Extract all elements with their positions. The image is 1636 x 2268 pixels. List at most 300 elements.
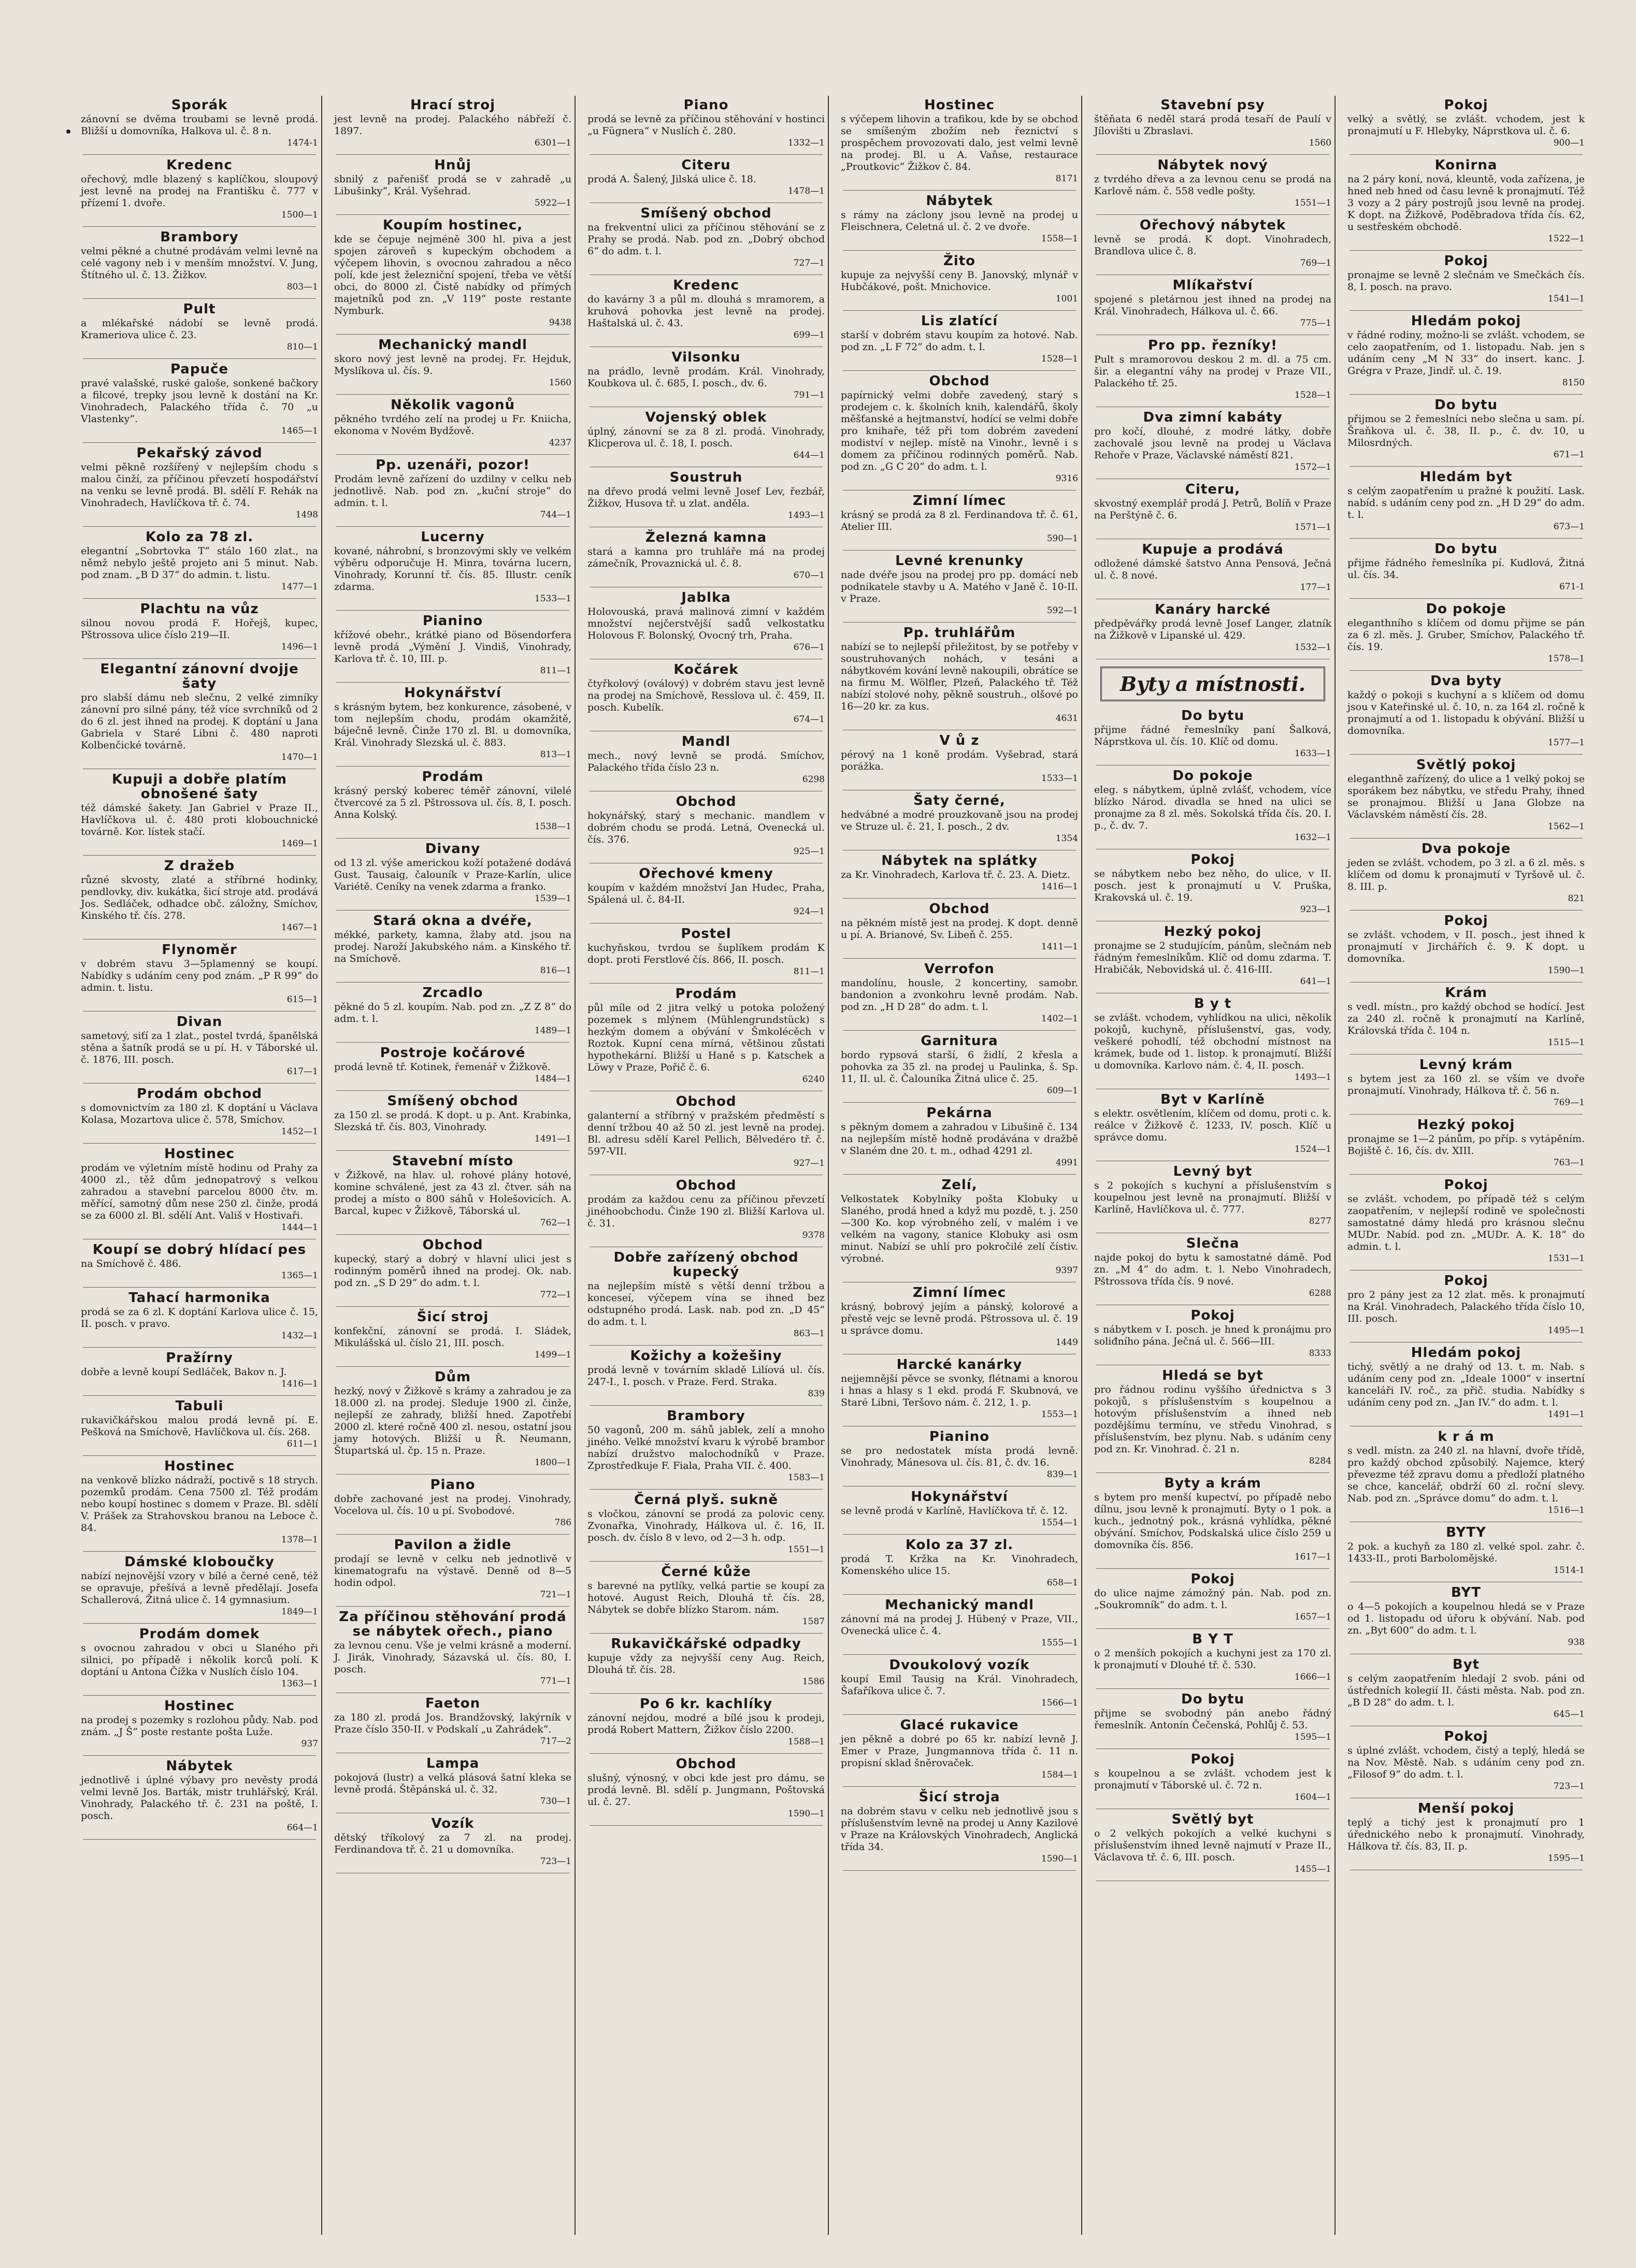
ad-heading: Smíšený obchod xyxy=(640,206,772,221)
ad-reference-number: 1588—1 xyxy=(787,1737,825,1747)
ad-reference-number: 658—1 xyxy=(1046,1578,1078,1588)
ad-text: koupí Emil Tausig na Král. Vinohradech, Šafaříkova ulice č. 7. xyxy=(841,1673,1078,1697)
ad-heading: Rukavičkářské odpadky xyxy=(611,1636,801,1652)
ad-heading: Hledám byt xyxy=(1419,469,1513,485)
ad-heading: Faeton xyxy=(425,1696,481,1711)
ad-heading: Kočárek xyxy=(673,662,739,677)
ad-divider xyxy=(843,250,1076,251)
ad-divider xyxy=(1096,1568,1329,1569)
ad-heading: Postel xyxy=(681,926,731,942)
ad-reference-number: 839—1 xyxy=(1046,1469,1078,1480)
ad-heading: V ů z xyxy=(939,733,980,748)
ad-heading: Stará okna a dvéře, xyxy=(373,913,533,929)
ad-heading: Zrcadlo xyxy=(422,985,483,1001)
ad-text: starší v dobrém stavu koupím za hotové. Nab. pod zn. „L F 72“ do adm. t. l. xyxy=(841,329,1078,353)
ad-divider xyxy=(336,766,569,767)
ad-heading: Kupuje a prodává xyxy=(1142,542,1284,557)
classified-ad xyxy=(587,1637,825,1688)
ad-heading: Postroje kočárové xyxy=(380,1045,526,1061)
ad-divider xyxy=(336,682,569,683)
ad-text: ořechový, mdle blazený s kaplíčkou, sloupový jest levně na prodej na Františku č. 777 v přízemí 1. dvoře. xyxy=(81,174,318,209)
ad-divider xyxy=(336,454,569,455)
ad-divider xyxy=(843,370,1076,371)
ad-reference-number: 1524—1 xyxy=(1294,1144,1331,1154)
ad-divider xyxy=(336,1042,569,1043)
ad-heading: Pokoj xyxy=(1444,913,1488,929)
ad-heading: Pp. uzenáři, pozor! xyxy=(376,457,530,473)
classified-ad xyxy=(587,927,825,978)
classified-ad xyxy=(81,446,318,521)
ad-column-2 xyxy=(331,96,576,2235)
ad-heading: Dva zimní kabáty xyxy=(1143,410,1283,425)
ad-reference-number: 1516—1 xyxy=(1547,1505,1585,1515)
classified-ad xyxy=(1094,338,1331,401)
ad-heading: Stavební psy xyxy=(1160,97,1265,113)
classified-ad xyxy=(587,206,825,269)
classified-ad xyxy=(587,1697,825,1748)
ad-divider xyxy=(590,983,823,984)
classified-ad xyxy=(81,530,318,593)
ad-heading: Hrací stroj xyxy=(410,97,495,113)
ad-divider xyxy=(83,1347,316,1348)
ad-text: velmi pěkně rozšířený v nejlepším chodu s malou činží, za příčinou převzetí hospodářství na venku se levně prodá. Bl. sdělí F. Rehák na Vinohradech, Havlíčkova tř. č. 74. xyxy=(81,461,318,509)
ad-heading: Pp. truhlářům xyxy=(903,625,1016,641)
ad-column-6 xyxy=(1344,96,1588,2235)
ad-reference-number: 1532—1 xyxy=(1294,642,1331,653)
ad-reference-number: 4237 xyxy=(549,438,571,448)
classified-ad xyxy=(81,943,318,1006)
classified-ad xyxy=(81,1459,318,1546)
ad-text: se pro nedostatek místa prodá levně. Vinohrady, Mánesova ul. čís. 81, č. dv. 16. xyxy=(841,1445,1078,1468)
ad-reference-number: 1533—1 xyxy=(1041,773,1078,784)
ad-reference-number: 927—1 xyxy=(793,1158,825,1168)
ad-reference-number: 810—1 xyxy=(286,342,318,352)
ad-text: křížové obehr., krátké piano od Bösendorfera levně prodá „Výmění J. Vindiš, Vinohrady, Karlova tř. č. 10, III. p. xyxy=(334,629,571,664)
ad-text: též dámské šakety. Jan Gabriel v Praze II., Havlíčkova ul. č. 480 proti klobouchnické továrně. Kor. lístek stačí. xyxy=(81,802,318,837)
classified-ad xyxy=(841,1790,1078,1865)
ad-heading: Dámské kloboučky xyxy=(124,1554,275,1570)
ad-divider xyxy=(336,394,569,395)
ad-reference-number: 1562—1 xyxy=(1547,821,1585,832)
classified-ad xyxy=(1094,1692,1331,1743)
classified-ad xyxy=(1094,278,1331,329)
ad-text: pronajme se 2 studujícím, pánům, slečnám neb řádným řemeslníkům. Klíč od domu zdarma. T. Hrabičák, Nebovidská ul. č. 416-III. xyxy=(1094,940,1331,975)
ad-heading: Obchod xyxy=(676,1756,737,1772)
ad-divider xyxy=(590,154,823,155)
classified-ad xyxy=(334,1756,571,1808)
ad-reference-number: 1551—1 xyxy=(1294,198,1331,208)
ad-reference-number: 727—1 xyxy=(793,258,825,268)
classified-ad xyxy=(1094,1164,1331,1227)
classified-ad xyxy=(1094,1632,1331,1683)
ad-divider xyxy=(1350,394,1583,395)
classified-ad xyxy=(334,98,571,149)
ad-divider xyxy=(843,898,1076,899)
ad-reference-number: 1577—1 xyxy=(1547,738,1585,748)
ad-divider xyxy=(83,1143,316,1144)
ad-reference-number: 4631 xyxy=(1055,713,1078,724)
ad-text: prodá se za 6 zl. K doptání Karlova ulice č. 15, II. posch. v pravo. xyxy=(81,1306,318,1330)
ad-text: za 180 zl. prodá Jos. Brandžovský, lakýrník v Praze číslo 350-II. v Podskalí „u Zahrádek“. xyxy=(334,1712,571,1735)
ad-reference-number: 1538—1 xyxy=(534,821,571,832)
classified-ad xyxy=(334,1816,571,1868)
ad-heading: Po 6 kr. kachlíky xyxy=(639,1696,773,1712)
classified-ad xyxy=(1094,996,1331,1084)
ad-reference-number: 699—1 xyxy=(793,330,825,340)
ad-text: s rámy na záclony jsou levně na prodej u Fleischnera, Celetná ul. č. 2 ve dvoře. xyxy=(841,209,1078,233)
ad-reference-number: 1515—1 xyxy=(1547,1037,1585,1048)
ad-text: nade dvéře jsou na prodej pro pp. domácí neb podnikatele stavby u A. Matého v Janě č. 10-II. v Praze. xyxy=(841,569,1078,604)
ad-text: velký a světlý, se zvlášt. vchodem, jest k pronajmutí u F. Hlebyky, Náprstkova ul. č. 6. xyxy=(1347,113,1585,137)
classified-ad xyxy=(1347,602,1585,665)
ad-heading: Byt xyxy=(1452,1657,1480,1672)
ad-text: skvostný exemplář prodá J. Petrů, Bolíň v Praze na Perštýně č. 6. xyxy=(1094,498,1331,521)
ad-divider xyxy=(83,1083,316,1084)
ad-divider xyxy=(1096,1628,1329,1629)
ad-text: s domovnictvím za 180 zl. K doptání u Václava Kolasa, Mozartova ulice č. 578, Smíchov. xyxy=(81,1102,318,1125)
ad-heading: Hokynářství xyxy=(911,1489,1008,1505)
ad-text: na prodej s pozemky s rozlohou půdy. Nab. pod znám. „J Š“ poste restante pošta Luže. xyxy=(81,1714,318,1738)
classified-ad xyxy=(81,1351,318,1390)
classified-ad xyxy=(334,686,571,761)
ad-reference-number: 1363—1 xyxy=(281,1679,318,1689)
classified-ad xyxy=(587,1250,825,1340)
ad-reference-number: 1590—1 xyxy=(787,1809,825,1819)
ad-text: pérový na 1 koně prodám. Vyšebrad, stará porážka. xyxy=(841,749,1078,772)
classified-ad xyxy=(81,1015,318,1078)
ad-divider xyxy=(590,1489,823,1490)
ad-divider xyxy=(843,1102,1076,1103)
ad-heading: Lampa xyxy=(426,1756,480,1771)
ad-text: pěkného tvrdého zelí na prodej u Fr. Kniicha, ekonoma v Novém Bydžově. xyxy=(334,413,571,437)
classified-ad xyxy=(334,614,571,677)
ad-reference-number: 937 xyxy=(301,1739,318,1749)
ad-heading: Hledám pokoj xyxy=(1411,1345,1522,1361)
ad-reference-number: 6240 xyxy=(802,1074,825,1085)
ad-heading: Světlý byt xyxy=(1171,1812,1254,1827)
ad-heading: Tabuli xyxy=(175,1398,224,1414)
ad-heading: Papuče xyxy=(170,362,229,377)
classified-ad xyxy=(841,314,1078,365)
ad-text: slušný, výnosný, v obci kde jest pro dámu, se prodá levně. Bl. sdělí p. Jungmann, Poštovská ul. č. 27. xyxy=(587,1772,825,1808)
ad-divider xyxy=(336,1234,569,1235)
ad-text: elegantní „Sobrtovka T“ stálo 160 zlat., na němž nebylo ještě projeto ani 5 minut. Nab. pod znam. „B D 37“ do admin. t. listu. xyxy=(81,545,318,581)
ad-heading: Pekařský závod xyxy=(136,445,263,461)
ad-column-5 xyxy=(1091,96,1336,2235)
ad-text: skoro nový jest levně na prodej. Fr. Hejduk, Myslíkova ul. čís. 9. xyxy=(334,353,571,377)
ad-reference-number: 1604—1 xyxy=(1294,1792,1331,1802)
ad-divider xyxy=(1350,310,1583,311)
classified-ad xyxy=(841,494,1078,545)
ad-reference-number: 723—1 xyxy=(540,1856,571,1867)
ad-reference-number: 1528—1 xyxy=(1041,354,1078,364)
ad-divider xyxy=(1350,670,1583,671)
ad-divider xyxy=(83,598,316,599)
ad-text: se levně prodá v Karlíně, Havlíčkova tř. č. 12. xyxy=(841,1505,1068,1516)
ad-divider xyxy=(336,910,569,911)
ad-reference-number: 1474-1 xyxy=(287,138,318,148)
ad-divider xyxy=(1350,538,1583,539)
classified-ad xyxy=(334,338,571,389)
ad-divider xyxy=(1350,754,1583,755)
ad-reference-number: 8284 xyxy=(1309,1456,1331,1466)
classified-ad xyxy=(1094,1092,1331,1155)
classified-ad xyxy=(334,1238,571,1301)
ad-heading: Vojenský oblek xyxy=(645,410,767,425)
ad-reference-number: 813—1 xyxy=(540,749,571,760)
ad-divider xyxy=(336,982,569,983)
ad-reference-number: 1541—1 xyxy=(1547,294,1585,304)
ad-heading: Levné krenunky xyxy=(895,553,1024,569)
classified-ad xyxy=(587,1349,825,1400)
ad-text: předpěvářky prodá levně Josef Langer, zlatník na Žižkově v Lipanské ul. 429. xyxy=(1094,618,1331,641)
ad-text: štěňata 6 neděl stará prodá tesaří de Paulí v Jílovišti u Zbraslavi. xyxy=(1094,113,1331,137)
ad-divider xyxy=(83,442,316,443)
ad-text: s celým zaopatřením hledají 2 svob. páni od ústředních kolegií II. části města. Nab. pod zn. „B D 28“ do adm. t. l. xyxy=(1347,1673,1585,1708)
ad-reference-number: 8150 xyxy=(1562,378,1585,388)
classified-ad xyxy=(334,158,571,209)
ad-heading: Hledám pokoj xyxy=(1411,313,1522,329)
ad-text: pěkné do 5 zl. koupím. Nab. pod zn. „Z Z 8“ do adm. t. l. xyxy=(334,1001,571,1024)
ad-divider xyxy=(1350,838,1583,839)
classified-ad xyxy=(81,602,318,653)
ad-reference-number: 816—1 xyxy=(540,965,571,976)
classified-ad xyxy=(334,986,571,1037)
ad-text: s výčepem lihovin a trafikou, kde by se obchod se smíšeným zbožím neb řeznictví s prospěchem provozovati dalo, jest velmi levně na prodej. Bl. u A. Vaňse, restaurace „Proutkovic“ Žižkov č. 84. xyxy=(841,113,1078,172)
ad-divider xyxy=(843,1654,1076,1655)
ad-reference-number: 769—1 xyxy=(1300,258,1331,268)
classified-ad xyxy=(1347,254,1585,305)
ad-heading: Prodám xyxy=(422,769,484,785)
ad-divider xyxy=(336,334,569,335)
classified-ad xyxy=(81,859,318,934)
ad-divider xyxy=(843,1030,1076,1031)
ad-heading: Sporák xyxy=(171,97,228,113)
ad-heading: Do pokoje xyxy=(1426,601,1506,617)
ad-heading: Železná kamna xyxy=(645,530,767,545)
ad-heading: Brambory xyxy=(667,1408,745,1424)
ad-reference-number: 1449 xyxy=(1055,1337,1078,1348)
ad-divider xyxy=(83,1395,316,1396)
ad-divider xyxy=(590,1405,823,1406)
classified-ad xyxy=(81,772,318,850)
ad-reference-number: 1553—1 xyxy=(1041,1409,1078,1420)
ad-heading: BYT xyxy=(1451,1585,1481,1600)
ad-divider xyxy=(336,154,569,155)
ad-reference-number: 762—1 xyxy=(540,1218,571,1228)
classified-ad xyxy=(1347,314,1585,389)
ad-reference-number: 4991 xyxy=(1055,1158,1078,1168)
ad-divider xyxy=(83,1287,316,1288)
ad-text: velmi pěkné a chutné prodávám velmi levně na celé vagony neb i v menším množství. V. Jung, Štítného ul. č. 13. Žižkov. xyxy=(81,245,318,281)
ad-divider xyxy=(336,1366,569,1367)
ad-text: na 2 páry koní, nová, kleuntě, voda zařízena, je hned neb hned od času levně k pronajmutí. Též 3 vozy a 2 páry postrojů jsou levně na prodej. K dopt. na Žižkově, Poděbradova třída čís. 62, u sestřeském obchodě. xyxy=(1347,174,1585,233)
ad-text: v dobrém stavu 3—5plamenný se koupí. Nabídky s udáním ceny pod znám. „P R 99“ do admin. t. listu. xyxy=(81,958,318,993)
ad-reference-number: 1554—1 xyxy=(1041,1518,1078,1528)
classified-ad xyxy=(334,1478,571,1529)
ad-reference-number: 1539—1 xyxy=(534,893,571,904)
ad-reference-number: 1595—1 xyxy=(1294,1732,1331,1742)
ad-divider xyxy=(843,1174,1076,1175)
ad-reference-number: 938 xyxy=(1568,1637,1585,1648)
ad-text: hokynářský, starý s mechanic. mandlem v dobrém chodu se prodá. Letná, Ovenecká ul. čís. 376. xyxy=(587,810,825,845)
ad-heading: Brambory xyxy=(160,229,239,245)
ad-text: Holovouská, pravá malinová zimní v každém množství nejčerstvější sadů velkostatku Holovous F. Bolonský, Ovocný trh, Praha. xyxy=(587,606,825,641)
ad-reference-number: 1522—1 xyxy=(1547,234,1585,244)
ad-heading: Šicí stroj xyxy=(417,1309,489,1325)
ad-reference-number: 1484—1 xyxy=(534,1074,571,1084)
ad-heading: Obchod xyxy=(929,901,990,917)
ad-divider xyxy=(336,214,569,215)
ad-text: bordo rypsová starší, 6 židlí, 2 křesla a pohovka za 35 zl. na prodej u Paulinka, š. Sp. 11, II. ul. č. Čalouníka Žitná ulice č. 25. xyxy=(841,1049,1078,1085)
ad-text: s krásným bytem, bez konkurence, zásobené, v tom nejlepším chodu, prodám okamžitě, báječně levně. Činže 170 zl. Bl. u domovníka, Král. Vinohrady Slezská ul. č. 883. xyxy=(334,701,571,748)
classified-ad xyxy=(587,794,825,858)
ad-reference-number: 1587 xyxy=(802,1616,825,1627)
ad-text: prodá T. Kržka na Kr. Vinohradech, Komenského ulice 15. xyxy=(841,1553,1078,1577)
ad-reference-number: 1558—1 xyxy=(1041,234,1078,244)
ad-heading: Piano xyxy=(683,97,729,113)
ad-heading: Dva pokoje xyxy=(1421,841,1511,857)
ad-text: pro řádnou rodinu vyššího úřednictva s 3 pokojů, s příslušenstvím s koupelnou a hotovým příslušenstvím a ihned neb pozdějšímu termínu, ve středu Vinohrad, s příslušenstvím, bez plynu. Nab. s udáním ceny pod zn. Kr. Vinohrad. č. 21 n. xyxy=(1094,1384,1331,1455)
ad-heading: Nábytek xyxy=(166,1758,233,1774)
classified-ad xyxy=(1094,1752,1331,1803)
ad-reference-number: 1657—1 xyxy=(1294,1612,1331,1622)
ad-text: na dřevo prodá velmi levně Josef Lev, řezbář, Žižkov, Husova tř. u zlat. anděla. xyxy=(587,486,825,509)
classified-ad xyxy=(1094,602,1331,654)
ad-heading: Nábytek nový xyxy=(1157,157,1268,173)
ad-divider xyxy=(336,1090,569,1091)
ad-reference-number: 1332—1 xyxy=(787,138,825,148)
classified-ad xyxy=(334,530,571,605)
classified-ad xyxy=(841,793,1078,845)
ad-heading: Harcké kanárky xyxy=(896,1357,1023,1373)
ad-divider xyxy=(590,1561,823,1562)
ad-reference-number: 641—1 xyxy=(1300,976,1331,987)
classified-ad xyxy=(1094,709,1331,760)
ad-heading: Vilsonku xyxy=(671,350,741,365)
classified-ad xyxy=(1347,398,1585,461)
ad-text: každý o pokoji s kuchyní a s klíčem od domu jsou v Kateřinské ul. č. 10, n. za 164 zl. ročně k pronajmutí a od 1. listopadu k obývání. Bližší u domovníka. xyxy=(1347,689,1585,736)
ad-text: s celým zaopatřením u pražné k použití. Lask. nabíd. s udáním ceny pod zn. „H D 29“ do adm. t. l. xyxy=(1347,485,1585,521)
classified-ad xyxy=(1094,769,1331,844)
ad-reference-number: 1571—1 xyxy=(1294,522,1331,532)
ad-divider xyxy=(590,346,823,347)
ad-text: Pult s mramorovou deskou 2 m. dl. a 75 cm. šir. a elegantní váhy na prodej v Praze VII., Palackého tř. 25. xyxy=(1094,354,1331,389)
classified-ad xyxy=(81,1087,318,1138)
classified-ad xyxy=(587,350,825,401)
ad-text: o 4—5 pokojích a koupelnou hledá se v Praze od 1. listopadu od úřoru k obývání. Nab. pod zn. „Byt 600“ do adm. t. l. xyxy=(1347,1601,1585,1636)
ad-text: mech., nový levně se prodá. Smíchov, Palackého třída číslo 23 n. xyxy=(587,750,825,773)
classified-ad xyxy=(841,1034,1078,1097)
ad-heading: Mlíkařství xyxy=(1172,278,1253,293)
ad-text: s vedl. místn., pro každý obchod se hodící. Jest za 240 zl. ročně k pronajmutí na Karlíně, Královská třída č. 104 n. xyxy=(1347,1001,1585,1036)
classified-ad xyxy=(1347,1346,1585,1421)
ad-heading: Nábytek na splátky xyxy=(881,853,1038,869)
ad-text: nabízí nejnovější vzory v bílé a černé ceně, též se opravuje, přešívá a levně předělají. Josefa Schallerová, Žitná ulice č. 14 gymnasium. xyxy=(81,1570,318,1606)
ad-reference-number: 1632—1 xyxy=(1294,832,1331,843)
ad-reference-number: 811—1 xyxy=(540,666,571,676)
ad-heading: Menší pokoj xyxy=(1417,1801,1515,1816)
ad-heading: Dům xyxy=(434,1369,471,1385)
classified-ad xyxy=(81,230,318,293)
ad-heading: Pekárna xyxy=(926,1105,993,1121)
ad-heading: Prodám obchod xyxy=(137,1086,262,1102)
ad-heading: Pokoj xyxy=(1444,1729,1488,1744)
ad-text: čtyřkolový (oválový) v dobrém stavu jest levně na prodej na Smíchově, Resslova ul. č. 459, II. posch. Kubelík. xyxy=(587,678,825,713)
ad-divider xyxy=(1096,1688,1329,1689)
classified-ad xyxy=(587,1409,825,1484)
classified-ad xyxy=(841,1658,1078,1709)
ad-divider xyxy=(843,958,1076,959)
ad-reference-number: 775—1 xyxy=(1300,318,1331,328)
classified-ads-grid xyxy=(78,96,1598,2235)
ad-text: za 150 zl. se prodá. K dopt. u p. Ant. Krabinka, Slezská tř. čís. 803, Vinohrady. xyxy=(334,1109,571,1133)
ad-reference-number: 9378 xyxy=(802,1230,825,1240)
classified-ad xyxy=(1347,1274,1585,1337)
ad-reference-number: 671-1 xyxy=(1559,582,1585,592)
classified-ad xyxy=(1094,1572,1331,1623)
ad-divider xyxy=(1350,1174,1583,1175)
classified-ad xyxy=(587,278,825,341)
classified-ad xyxy=(841,1178,1078,1277)
classified-ad xyxy=(1347,1585,1585,1649)
ad-heading: Do bytu xyxy=(1181,708,1244,724)
classified-ad xyxy=(1347,986,1585,1049)
ad-reference-number: 1432—1 xyxy=(281,1331,318,1341)
classified-ad xyxy=(841,1718,1078,1781)
ad-reference-number: 1595—1 xyxy=(1547,1853,1585,1863)
ad-divider xyxy=(1350,910,1583,911)
ad-divider xyxy=(1096,154,1329,155)
ad-text: se zvlášt. vchodem, po případě též s celým zaopatřením, v nejlepší rodině ve společnosti samostatné dámy hledá pro krásnou slečnu MUDr. Nabíd. pod zn. „MUDr. A. K. 18“ do admin. t. l. xyxy=(1347,1193,1585,1252)
classified-ad xyxy=(334,1538,571,1601)
classified-ad xyxy=(81,662,318,763)
classified-ad xyxy=(841,1598,1078,1649)
ad-divider xyxy=(83,1011,316,1012)
classified-ad xyxy=(587,530,825,582)
classified-ad xyxy=(1094,853,1331,916)
ad-reference-number: 1469—1 xyxy=(281,839,318,849)
ad-reference-number: 5922—1 xyxy=(534,198,571,208)
ad-heading: Hostinec xyxy=(164,1146,235,1162)
ad-column-4 xyxy=(838,96,1082,2235)
classified-ad xyxy=(334,914,571,977)
ad-heading: Levný krám xyxy=(1419,1057,1513,1073)
ad-reference-number: 1566—1 xyxy=(1041,1698,1078,1708)
ad-reference-number: 1666—1 xyxy=(1294,1672,1331,1682)
ad-text: dobře zachované jest na prodej. Vinohrady, Vocelova ul. čís. 10 u pí. Svobodové. xyxy=(334,1493,571,1516)
ad-heading: Lucerny xyxy=(421,529,485,545)
ad-reference-number: 664—1 xyxy=(286,1823,318,1833)
ad-divider xyxy=(590,1693,823,1694)
classified-ad xyxy=(841,554,1078,617)
ad-heading: Ořechové kmeny xyxy=(639,866,773,882)
ad-heading: Citeru xyxy=(681,157,731,173)
ad-heading: Byty a krám xyxy=(1164,1476,1261,1491)
ad-divider xyxy=(336,610,569,611)
ad-text: s 2 pokojích s kuchyní a příslušenstvím s koupelnou jest levně na pronajmutí. Bližší v Karlíně, Havlíčkova ul. č. 777. xyxy=(1094,1180,1331,1215)
ad-divider xyxy=(83,1623,316,1624)
ad-divider xyxy=(1350,466,1583,467)
ad-text: pravé valašské, ruské galoše, sonkené bačkory a filcové, trepky jsou levně k dostání na Kr. Vinohradech, Palackého třída č. 70 „u Vlastenky“. xyxy=(81,378,318,425)
ad-divider xyxy=(83,298,316,299)
ad-reference-number: 6298 xyxy=(802,774,825,785)
ad-divider xyxy=(336,1306,569,1307)
ad-text: prodá A. Šalený, Jilská ulice č. 18. xyxy=(587,174,756,185)
ad-divider xyxy=(590,1825,823,1826)
ad-text: s bytem jest za 160 zl. se vším ve dvoře pronajmutí. Vinohrady, Hálkova tř. č. 56 n. xyxy=(1347,1073,1585,1096)
ad-divider xyxy=(83,658,316,659)
